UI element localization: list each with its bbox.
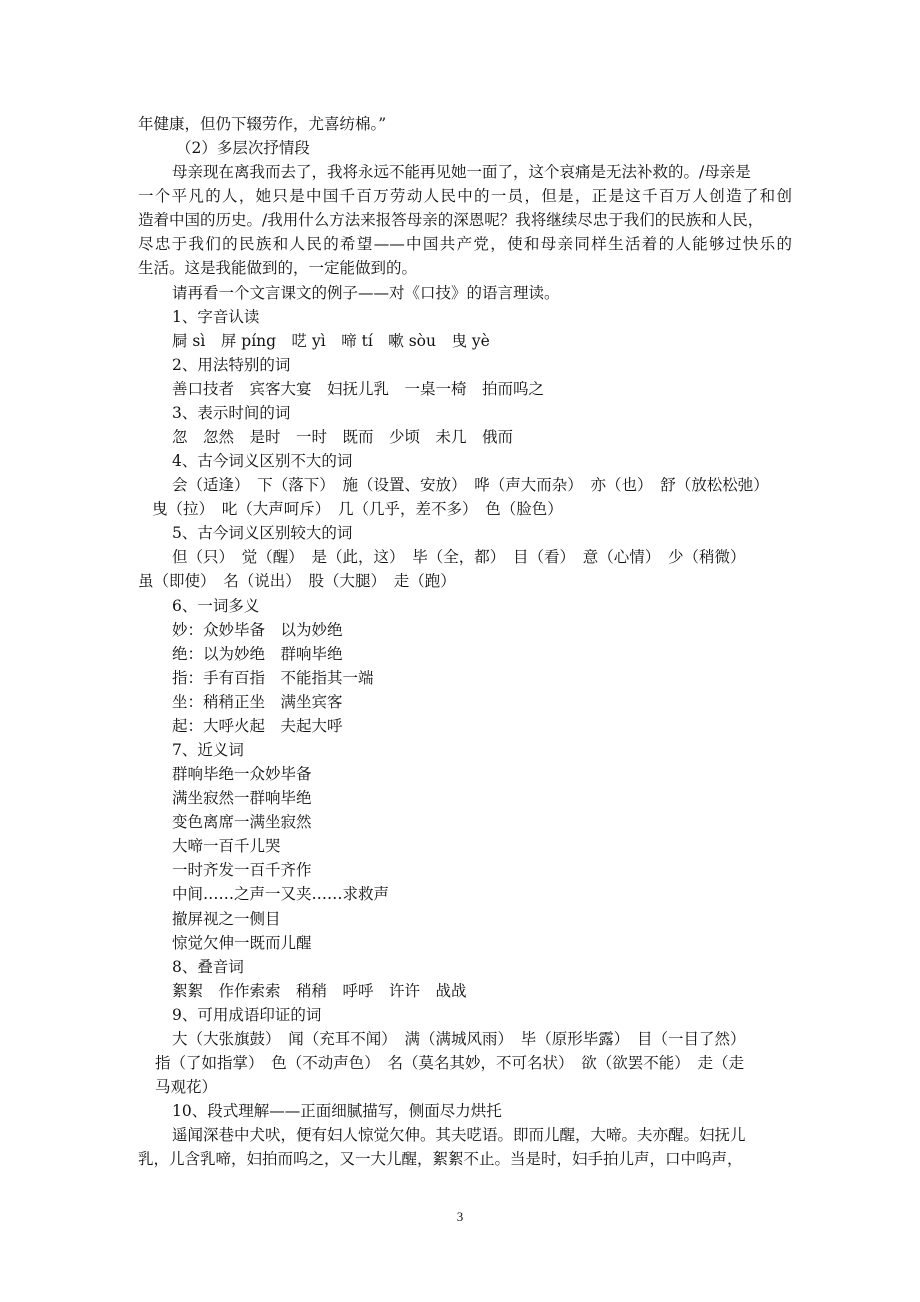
text-line: 大（大张旗鼓） 闻（充耳不闻） 满（满城风雨） 毕（原形毕露） 目（一目了然）: [172, 1030, 746, 1048]
text-line: 屙 sì 屏 píng 呓 yì 啼 tí 嗽 sòu 曳 yè: [172, 332, 490, 350]
section-heading: 8、叠音词: [172, 958, 244, 976]
text-line: 遥闻深巷中犬吠，便有妇人惊觉欠伸。其夫呓语。即而儿醒，大啼。夫亦醒。妇抚儿: [172, 1126, 746, 1144]
text-line: 造着中国的历史。/我用什么方法来报答母亲的深恩呢？我将继续尽忠于我们的民族和人民，: [138, 211, 764, 229]
text-line: 起：大呼火起 夫起大呼: [172, 717, 343, 735]
section-heading: 10、段式理解——正面细腻描写，侧面尽力烘托: [172, 1102, 502, 1120]
text-line: 坐：稍稍正坐 满坐宾客: [172, 693, 343, 711]
text-line: 虽（即使） 名（说出） 股（大腿） 走（跑）: [138, 572, 456, 590]
section-heading: 6、一词多义: [172, 597, 260, 615]
page-number: 3: [456, 1209, 464, 1224]
section-heading: （2）多层次抒情段: [176, 139, 310, 157]
section-heading: 4、古今词义区别不大的词: [172, 452, 353, 470]
text-line: 尽忠于我们的民族和人民的希望——中国共产党，使和母亲同样生活着的人能够过快乐的: [138, 235, 792, 253]
text-line: 惊觉欠伸一既而儿醒: [172, 934, 312, 952]
text-line: 一时齐发一百千齐作: [172, 861, 312, 879]
section-heading: 2、用法特别的词: [172, 356, 291, 374]
section-heading: 7、近义词: [172, 741, 244, 759]
text-line: 善口技者 宾客大宴 妇抚儿乳 一桌一椅 拍而呜之: [172, 380, 545, 398]
text-line: 母亲现在离我而去了，我将永远不能再见她一面了，这个哀痛是无法补救的。/母亲是: [172, 163, 751, 181]
text-line: 请再看一个文言课文的例子——对《口技》的语言理读。: [172, 284, 560, 302]
text-line: 乳，儿含乳啼，妇拍而呜之，又一大儿醒，絮絮不止。当是时，妇手拍儿声，口中呜声，: [138, 1150, 743, 1168]
text-line: 指：手有百指 不能指其一端: [172, 669, 374, 687]
text-line: 马观花）: [155, 1078, 218, 1096]
section-heading: 3、表示时间的词: [172, 404, 291, 422]
text-line: 忽 忽然 是时 一时 既而 少顷 未几 俄而: [172, 428, 514, 446]
section-heading: 5、古今词义区别较大的词: [172, 524, 353, 542]
text-line: 会（适逢） 下（落下） 施（设置、安放） 哗（声大而杂） 亦（也） 舒（放松松弛）: [172, 476, 769, 494]
text-line: 指（了如指掌） 色（不动声色） 名（莫名其妙，不可名状） 欲（欲罢不能） 走（走: [155, 1054, 745, 1072]
text-line: 变色离席一满坐寂然: [172, 813, 312, 831]
text-line: 絮絮 作作索索 稍稍 呼呼 许许 战战: [172, 982, 467, 1000]
text-line: 大啼一百千儿哭: [172, 837, 281, 855]
text-line: 妙：众妙毕备 以为妙绝: [172, 621, 343, 639]
text-line: 中间……之声一又夹……求救声: [172, 885, 390, 903]
text-line: 绝：以为妙绝 群响毕绝: [172, 645, 343, 663]
section-heading: 9、可用成语印证的词: [172, 1006, 322, 1024]
text-line: 曳（拉） 叱（大声呵斥） 几（几乎，差不多） 色（脸色）: [152, 500, 563, 518]
section-heading: 1、字音认读: [172, 308, 260, 326]
text-line: 撤屏视之一侧目: [172, 910, 281, 928]
text-line: 但（只） 觉（醒） 是（此，这） 毕（全，都） 目（看） 意（心情） 少（稍微）: [172, 548, 746, 566]
text-line: 群响毕绝一众妙毕备: [172, 765, 312, 783]
text-line: 满坐寂然一群响毕绝: [172, 789, 312, 807]
text-line: 年健康，但仍下辍劳作，尤喜纺棉。”: [138, 115, 387, 133]
text-line: 一个平凡的人，她只是中国千百万劳动人民中的一员，但是，正是这千百万人创造了和创: [138, 187, 792, 205]
text-line: 生活。这是我能做到的，一定能做到的。: [138, 259, 418, 277]
